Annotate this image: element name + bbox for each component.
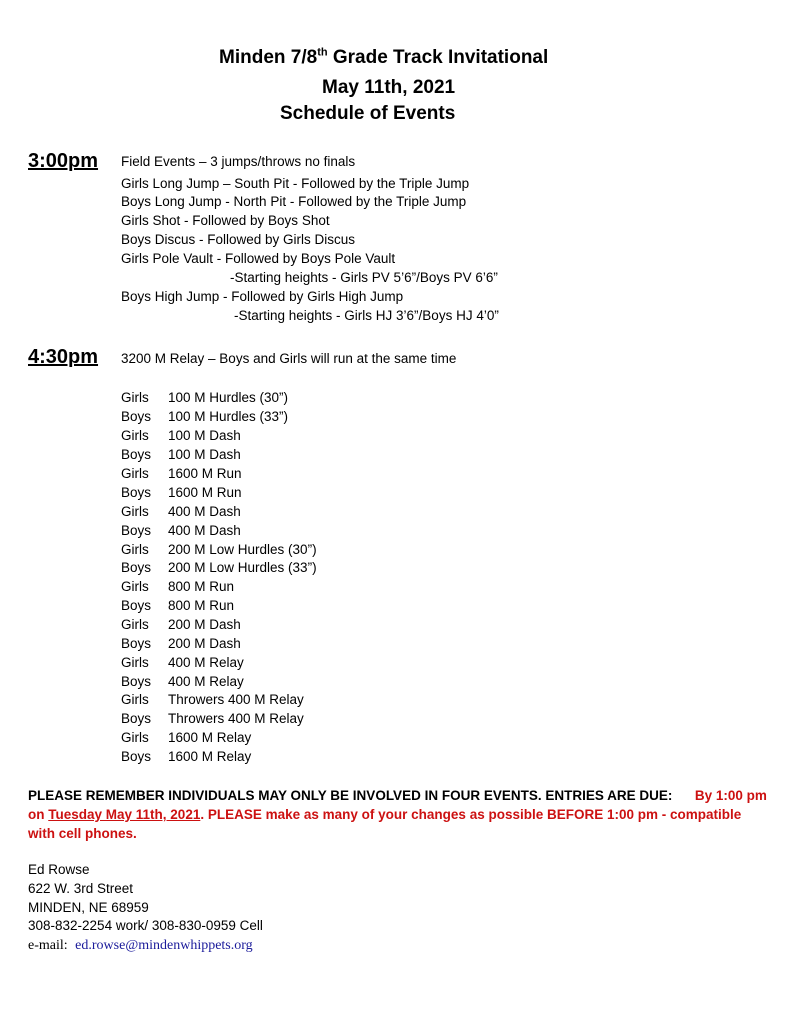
title-superscript: th: [317, 46, 328, 59]
notice-deadline-lead: By 1:00 pm on: [28, 788, 767, 822]
event-gender: Boys: [121, 560, 152, 575]
event-gender: Boys: [121, 636, 152, 651]
event-gender: Girls: [121, 466, 149, 481]
event-name: 1600 M Run: [168, 466, 242, 481]
event-name: 200 M Dash: [168, 617, 241, 632]
event-gender: Boys: [121, 447, 152, 462]
document-title: [219, 47, 548, 69]
contact-phones: 308-832-2254 work/ 308-830-0959 Cell: [28, 918, 263, 933]
event-gender: Girls: [121, 692, 149, 707]
field-line: Girls Long Jump – South Pit - Followed by the Triple Jump: [121, 176, 470, 191]
event-name: 400 M Relay: [168, 674, 244, 689]
event-gender: Girls: [121, 504, 149, 519]
event-name: 800 M Run: [168, 598, 235, 613]
field-line: Boys Discus - Followed by Girls Discus: [121, 232, 356, 247]
field-line: Girls Pole Vault - Followed by Boys Pole Vault: [121, 251, 396, 266]
event-gender: Boys: [121, 409, 152, 424]
track-session-time: 4:30pm: [28, 346, 99, 368]
document-subtitle: Schedule of Events: [280, 103, 456, 124]
event-gender: Girls: [121, 617, 149, 632]
field-session-time: 3:00pm: [28, 150, 99, 172]
event-name: Throwers 400 M Relay: [168, 692, 304, 707]
document-date: May 11th, 2021: [322, 77, 456, 98]
contact-email-row: [28, 937, 253, 954]
event-name: 100 M Dash: [168, 447, 241, 462]
field-line: Girls Shot - Followed by Boys Shot: [121, 213, 330, 228]
track-intro: 3200 M Relay – Boys and Girls will run at the same time: [121, 351, 457, 366]
event-gender: Girls: [121, 428, 149, 443]
field-line-starting-heights: -Starting heights - Girls PV 5’6”/Boys PV 6’6”: [230, 270, 498, 285]
event-name: 1600 M Relay: [168, 749, 252, 764]
title-prefix: Minden 7/8: [219, 47, 318, 68]
event-name: 100 M Hurdles (30”): [168, 390, 289, 405]
notice-rules: PLEASE REMEMBER INDIVIDUALS MAY ONLY BE INVOLVED IN FOUR EVENTS. ENTRIES ARE DUE:: [28, 788, 673, 803]
event-gender: Boys: [121, 674, 152, 689]
event-name: 200 M Low Hurdles (30”): [168, 542, 317, 557]
event-name: 1600 M Run: [168, 485, 242, 500]
field-line-starting-heights: -Starting heights - Girls HJ 3’6”/Boys HJ 4’0”: [234, 308, 499, 323]
event-name: 100 M Hurdles (33”): [168, 409, 289, 424]
notice-deadline-tail: . PLEASE make as many of your changes as possible BEFORE 1:00 pm - compatible with cell phones.: [28, 807, 742, 841]
email-link[interactable]: ed.rowse@mindenwhippets.org: [75, 938, 253, 953]
event-gender: Boys: [121, 749, 152, 764]
field-line: Boys High Jump - Followed by Girls High Jump: [121, 289, 404, 304]
email-label: e-mail:: [28, 938, 68, 953]
event-name: 100 M Dash: [168, 428, 241, 443]
event-name: Throwers 400 M Relay: [168, 711, 304, 726]
event-name: 800 M Run: [168, 579, 235, 594]
title-suffix: Grade Track Invitational: [327, 47, 549, 68]
notice-deadline-date: Tuesday May 11th, 2021: [48, 807, 201, 822]
event-gender: Girls: [121, 579, 149, 594]
event-gender: Boys: [121, 711, 152, 726]
field-line: Field Events – 3 jumps/throws no finals: [121, 154, 356, 169]
event-gender: Girls: [121, 655, 149, 670]
entry-notice: [28, 786, 768, 843]
event-gender: Girls: [121, 542, 149, 557]
event-gender: Boys: [121, 598, 152, 613]
event-name: 200 M Dash: [168, 636, 241, 651]
event-gender: Girls: [121, 730, 149, 745]
event-gender: Boys: [121, 523, 152, 538]
event-name: 400 M Dash: [168, 523, 241, 538]
event-name: 1600 M Relay: [168, 730, 252, 745]
contact-street: 622 W. 3rd Street: [28, 881, 134, 896]
event-name: 400 M Relay: [168, 655, 244, 670]
event-gender: Boys: [121, 485, 152, 500]
event-name: 200 M Low Hurdles (33”): [168, 560, 317, 575]
event-name: 400 M Dash: [168, 504, 241, 519]
field-line: Boys Long Jump - North Pit - Followed by the Triple Jump: [121, 194, 467, 209]
contact-name: Ed Rowse: [28, 862, 90, 877]
contact-city: MINDEN, NE 68959: [28, 900, 149, 915]
event-gender: Girls: [121, 390, 149, 405]
